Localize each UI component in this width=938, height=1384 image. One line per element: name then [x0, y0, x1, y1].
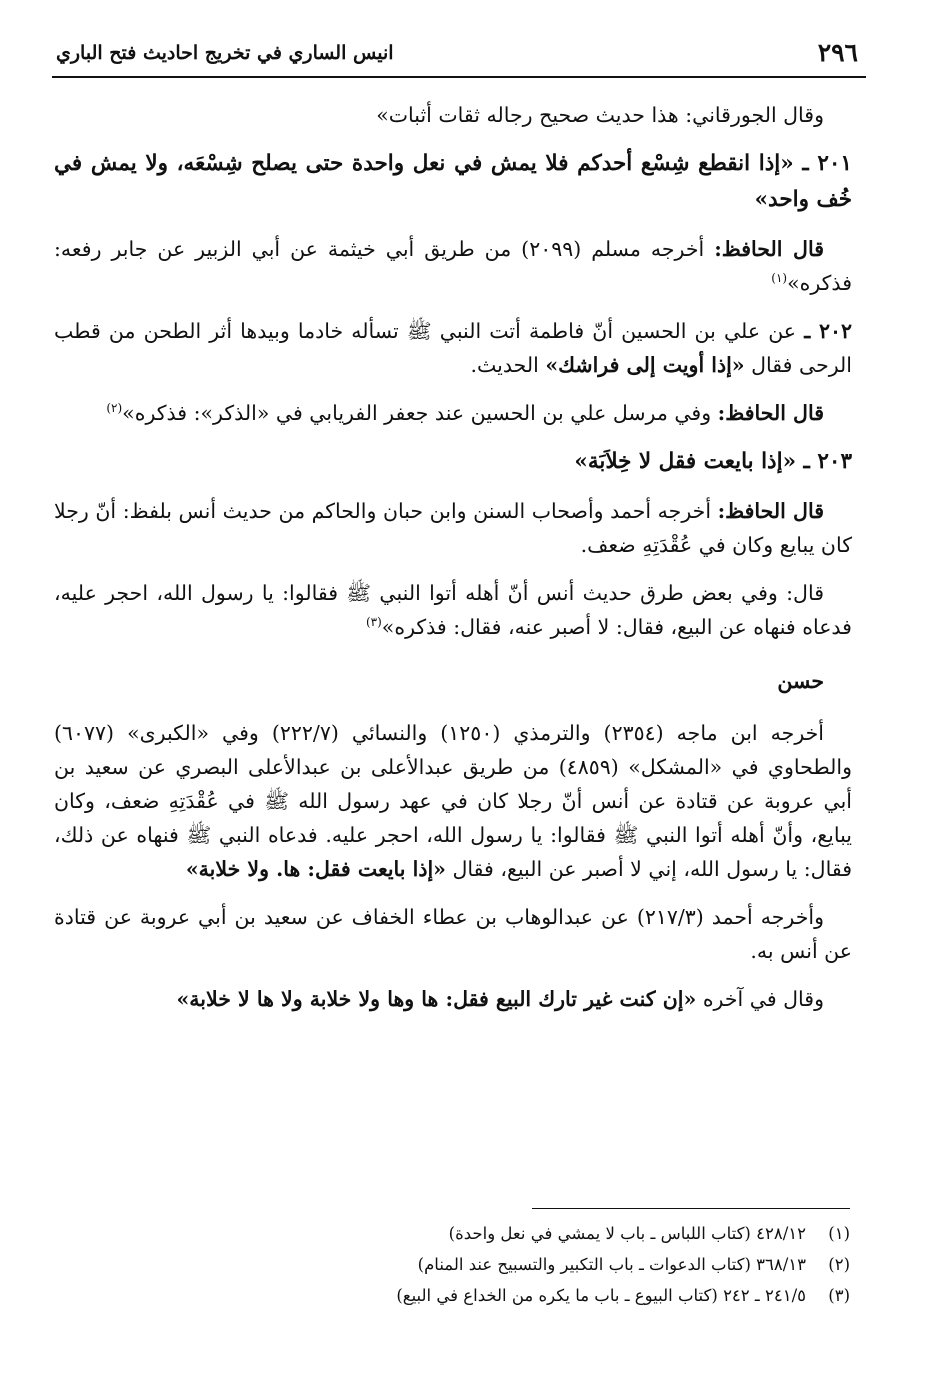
hadith-quote: «إذا أويت إلى فراشك»: [545, 353, 745, 377]
paragraph-jurqani: [54, 98, 852, 132]
paragraph-text: قال: وفي بعض طرق حديث أنس أنّ أهله أتوا النبي ﷺ فقالوا: يا رسول الله، احجر عليه، فدعاه فنهاه عن البيع، فقال: لا أصبر عنه، فقال: فذكره»: [54, 581, 852, 639]
paragraph-ahmad: [54, 900, 852, 968]
hadith-text-end: الحديث.: [470, 353, 539, 377]
paragraph-hafiz-202: [54, 396, 852, 430]
hafiz-label: قال الحافظ:: [714, 237, 825, 261]
paragraph-text: وقال الجورقاني: هذا حديث صحيح رجاله ثقات أثبات»: [376, 103, 824, 127]
paragraph-text: أخرجه ابن ماجه (٢٣٥٤) والترمذي (١٢٥٠) والنسائي (٢٢٢/٧) وفي «الكبرى» (٦٠٧٧) والطحاوي في «المشكل» (٤٨٥٩) من طريق عبدالأعلى بن عبدالأعلى البصري عن سعيد بن أبي عروبة عن قتادة عن أنس أنّ رجلا كان في عهد رسول الله ﷺ في عُقْدَتِهِ ضعف، وكان يبايع، وأنّ أهله أتوا النبي ﷺ فقالوا: يا رسول الله، احجر عليه. فدعاه النبي ﷺ فنهاه عن ذلك، فقال: يا رسول الله، إني لا أصبر عن البيع، فقال: [54, 721, 852, 881]
footnote-2: [150, 1249, 850, 1280]
footnote-text: ٣٦٨/١٣ (كتاب الدعوات ـ باب التكبير والتسبيح عند المنام): [417, 1255, 806, 1274]
hadith-text: «إذا انقطع شِسْع أحدكم فلا يمش في نعل واحدة حتى يصلح شِسْعَه، ولا يمش في خُف واحد»: [54, 151, 852, 212]
hafiz-label: قال الحافظ:: [717, 499, 824, 523]
paragraph-text: وقال في آخره: [702, 987, 824, 1011]
paragraph-text: وفي مرسل علي بن الحسين عند جعفر الفريابي في «الذكر»: فذكره»: [122, 401, 712, 425]
hadith-quote: «إذا بايعت فقل: ها. ولا خلابة»: [185, 857, 446, 881]
footnote-separator: [532, 1208, 850, 1209]
footnotes: [150, 1218, 850, 1311]
footnote-number: (٢): [828, 1255, 850, 1274]
footnote-ref: (٢): [106, 401, 123, 416]
footnote-3: [150, 1280, 850, 1311]
hadith-201: [54, 146, 852, 218]
hadith-203: [54, 444, 852, 480]
footnote-ref: (٣): [365, 615, 382, 630]
hadith-grade: حسن: [777, 669, 824, 693]
page-number: ٢٩٦: [817, 38, 858, 67]
hadith-number: ٢٠١ ـ: [802, 151, 852, 176]
footnote-text: ٤٢٨/١٢ (كتاب اللباس ـ باب لا يمشي في نعل واحدة): [448, 1224, 806, 1243]
paragraph-text: أخرجه أحمد وأصحاب السنن وابن حبان والحاكم من حديث أنس بلفظ: أنّ رجلا كان يبايع وكان في عُقْدَتِهِ ضعف.: [54, 499, 852, 557]
footnote-1: [150, 1218, 850, 1249]
hadith-text: «إذا بايعت فقل لا خِلاَبَة»: [574, 449, 797, 474]
paragraph-text: أخرجه مسلم (٢٠٩٩) من طريق أبي خيثمة عن أبي الزبير عن جابر رفعه: فذكره»: [54, 237, 852, 295]
footnote-number: (٣): [828, 1286, 850, 1305]
hadith-number: ٢٠٢ ـ: [804, 319, 852, 343]
hadith-text: عن علي بن الحسين أنّ فاطمة أتت النبي ﷺ تسأله خادما وبيدها أثر الطحن من قطب الرحى فقال: [54, 319, 852, 377]
paragraph-akhirih: [54, 982, 852, 1016]
paragraph-takhrij: [54, 716, 852, 886]
page-body: [54, 98, 852, 1030]
paragraph-hafiz-201: [54, 232, 852, 300]
footnote-number: (١): [828, 1224, 850, 1243]
hadith-quote: «إن كنت غير تارك البيع فقل: ها وها ولا خلابة ولا ها لا خلابة»: [176, 987, 697, 1011]
hadith-202: [54, 314, 852, 382]
hadith-number: ٢٠٣ ـ: [803, 449, 852, 474]
paragraph-qal: [54, 576, 852, 644]
footnote-ref: (١): [771, 271, 788, 286]
paragraph-text: وأخرجه أحمد (٢١٧/٣) عن عبدالوهاب بن عطاء الخفاف عن سعيد بن أبي عروبة عن قتادة عن أنس به.: [54, 905, 852, 963]
page-header: [52, 30, 866, 78]
running-title: انيس الساري في تخريج احاديث فتح الباري: [56, 42, 394, 64]
paragraph-hafiz-203: [54, 494, 852, 562]
footnote-text: ٢٤١/٥ ـ ٢٤٢ (كتاب البيوع ـ باب ما يكره من الخداع في البيع): [396, 1286, 806, 1305]
hafiz-label: قال الحافظ:: [717, 401, 824, 425]
